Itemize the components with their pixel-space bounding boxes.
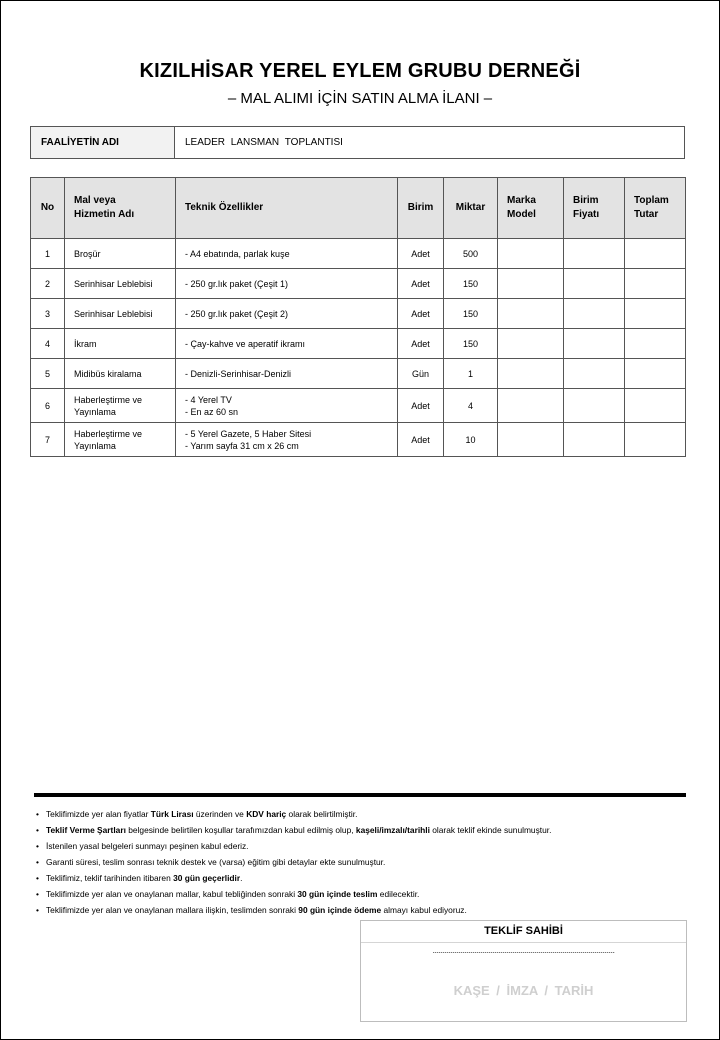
page-title: KIZILHİSAR YEREL EYLEM GRUBU DERNEĞİ	[139, 60, 581, 82]
list-item: • Teklifimizde yer alan fiyatlar Türk Lirası üzerinden ve KDV hariç olarak belirtilmiştir.	[34, 806, 694, 822]
table-row: 7 Haberleştirme ve Yayınlama - 5 Yerel Gazete, 5 Haber Sitesi - Yarım sayfa 31 cm x 26 cm Adet 10	[31, 423, 686, 457]
total-cell[interactable]	[625, 269, 686, 299]
list-item: • Teklifimizde yer alan ve onaylanan mallar, kabul tebliğinden sonraki 30 gün içinde teslim edilecektir.	[34, 886, 694, 902]
table-row: 6 Haberleştirme ve Yayınlama - 4 Yerel TV - En az 60 sn Adet 4	[31, 389, 686, 423]
signature-box	[360, 920, 687, 1022]
list-item: • Teklifimiz, teklif tarihinden itibaren 30 gün geçerlidir.	[34, 870, 694, 886]
header-item-name: Mal veya Hizmetin Adı	[65, 178, 176, 239]
table-row: 5 Midibüs kiralama - Denizli-Serinhisar-Denizli Gün 1	[31, 359, 686, 389]
section-divider	[34, 793, 686, 797]
unit-price-cell[interactable]	[564, 329, 625, 359]
header-qty: Miktar	[444, 178, 498, 239]
header-specs: Teknik Özellikler	[176, 178, 398, 239]
list-item: • Teklif Verme Şartları belgesinde belirtilen koşullar tarafımızdan kabul edilmiş olup, kaşeli/imzalı/tarihli olarak teklif ekinde sunulmuştur.	[34, 822, 694, 838]
list-item: • İstenilen yasal belgeleri sunmayı peşinen kabul ederiz.	[34, 838, 694, 854]
table-row: 1 Broşür - A4 ebatında, parlak kuşe Adet 500	[31, 239, 686, 269]
unit-price-cell[interactable]	[564, 269, 625, 299]
brand-cell[interactable]	[498, 423, 564, 457]
header-unit: Birim	[398, 178, 444, 239]
brand-cell[interactable]	[498, 269, 564, 299]
header-no: No	[31, 178, 65, 239]
total-cell[interactable]	[625, 239, 686, 269]
header-unit-price: Birim Fiyatı	[564, 178, 625, 239]
unit-price-cell[interactable]	[564, 389, 625, 423]
unit-price-cell[interactable]	[564, 299, 625, 329]
table-row: 3 Serinhisar Leblebisi - 250 gr.lık paket (Çeşit 2) Adet 150	[31, 299, 686, 329]
header-brand: Marka Model	[498, 178, 564, 239]
signature-name-line[interactable]: ...........................................................................................	[432, 945, 615, 955]
unit-price-cell[interactable]	[564, 239, 625, 269]
total-cell[interactable]	[625, 423, 686, 457]
page-subtitle: – MAL ALIMI İÇİN SATIN ALMA İLANI –	[227, 90, 493, 107]
brand-cell[interactable]	[498, 299, 564, 329]
total-cell[interactable]	[625, 329, 686, 359]
stamp-signature-date: KAŞE / İMZA / TARİH	[453, 983, 594, 998]
total-cell[interactable]	[625, 359, 686, 389]
terms-list	[34, 806, 694, 918]
brand-cell[interactable]	[498, 239, 564, 269]
brand-cell[interactable]	[498, 359, 564, 389]
unit-price-cell[interactable]	[564, 423, 625, 457]
signature-title: TEKLİF SAHİBİ	[361, 921, 686, 943]
total-cell[interactable]	[625, 389, 686, 423]
list-item: • Teklifimizde yer alan ve onaylanan mallara ilişkin, teslimden sonraki 90 gün içinde ödeme almayı kabul ediyoruz.	[34, 902, 694, 918]
activity-table	[30, 126, 685, 159]
items-table	[30, 177, 686, 457]
activity-value: LEADER LANSMAN TOPLANTISI	[175, 127, 685, 159]
list-item: • Garanti süresi, teslim sonrası teknik destek ve (varsa) eğitim gibi detaylar ekte sunulmuştur.	[34, 854, 694, 870]
table-row: 2 Serinhisar Leblebisi - 250 gr.lık paket (Çeşit 1) Adet 150	[31, 269, 686, 299]
table-header-row	[31, 178, 686, 239]
table-row: 4 İkram - Çay-kahve ve aperatif ikramı Adet 150	[31, 329, 686, 359]
unit-price-cell[interactable]	[564, 359, 625, 389]
brand-cell[interactable]	[498, 329, 564, 359]
total-cell[interactable]	[625, 299, 686, 329]
header-total: Toplam Tutar	[625, 178, 686, 239]
brand-cell[interactable]	[498, 389, 564, 423]
activity-label: FAALİYETİN ADI	[31, 127, 175, 159]
